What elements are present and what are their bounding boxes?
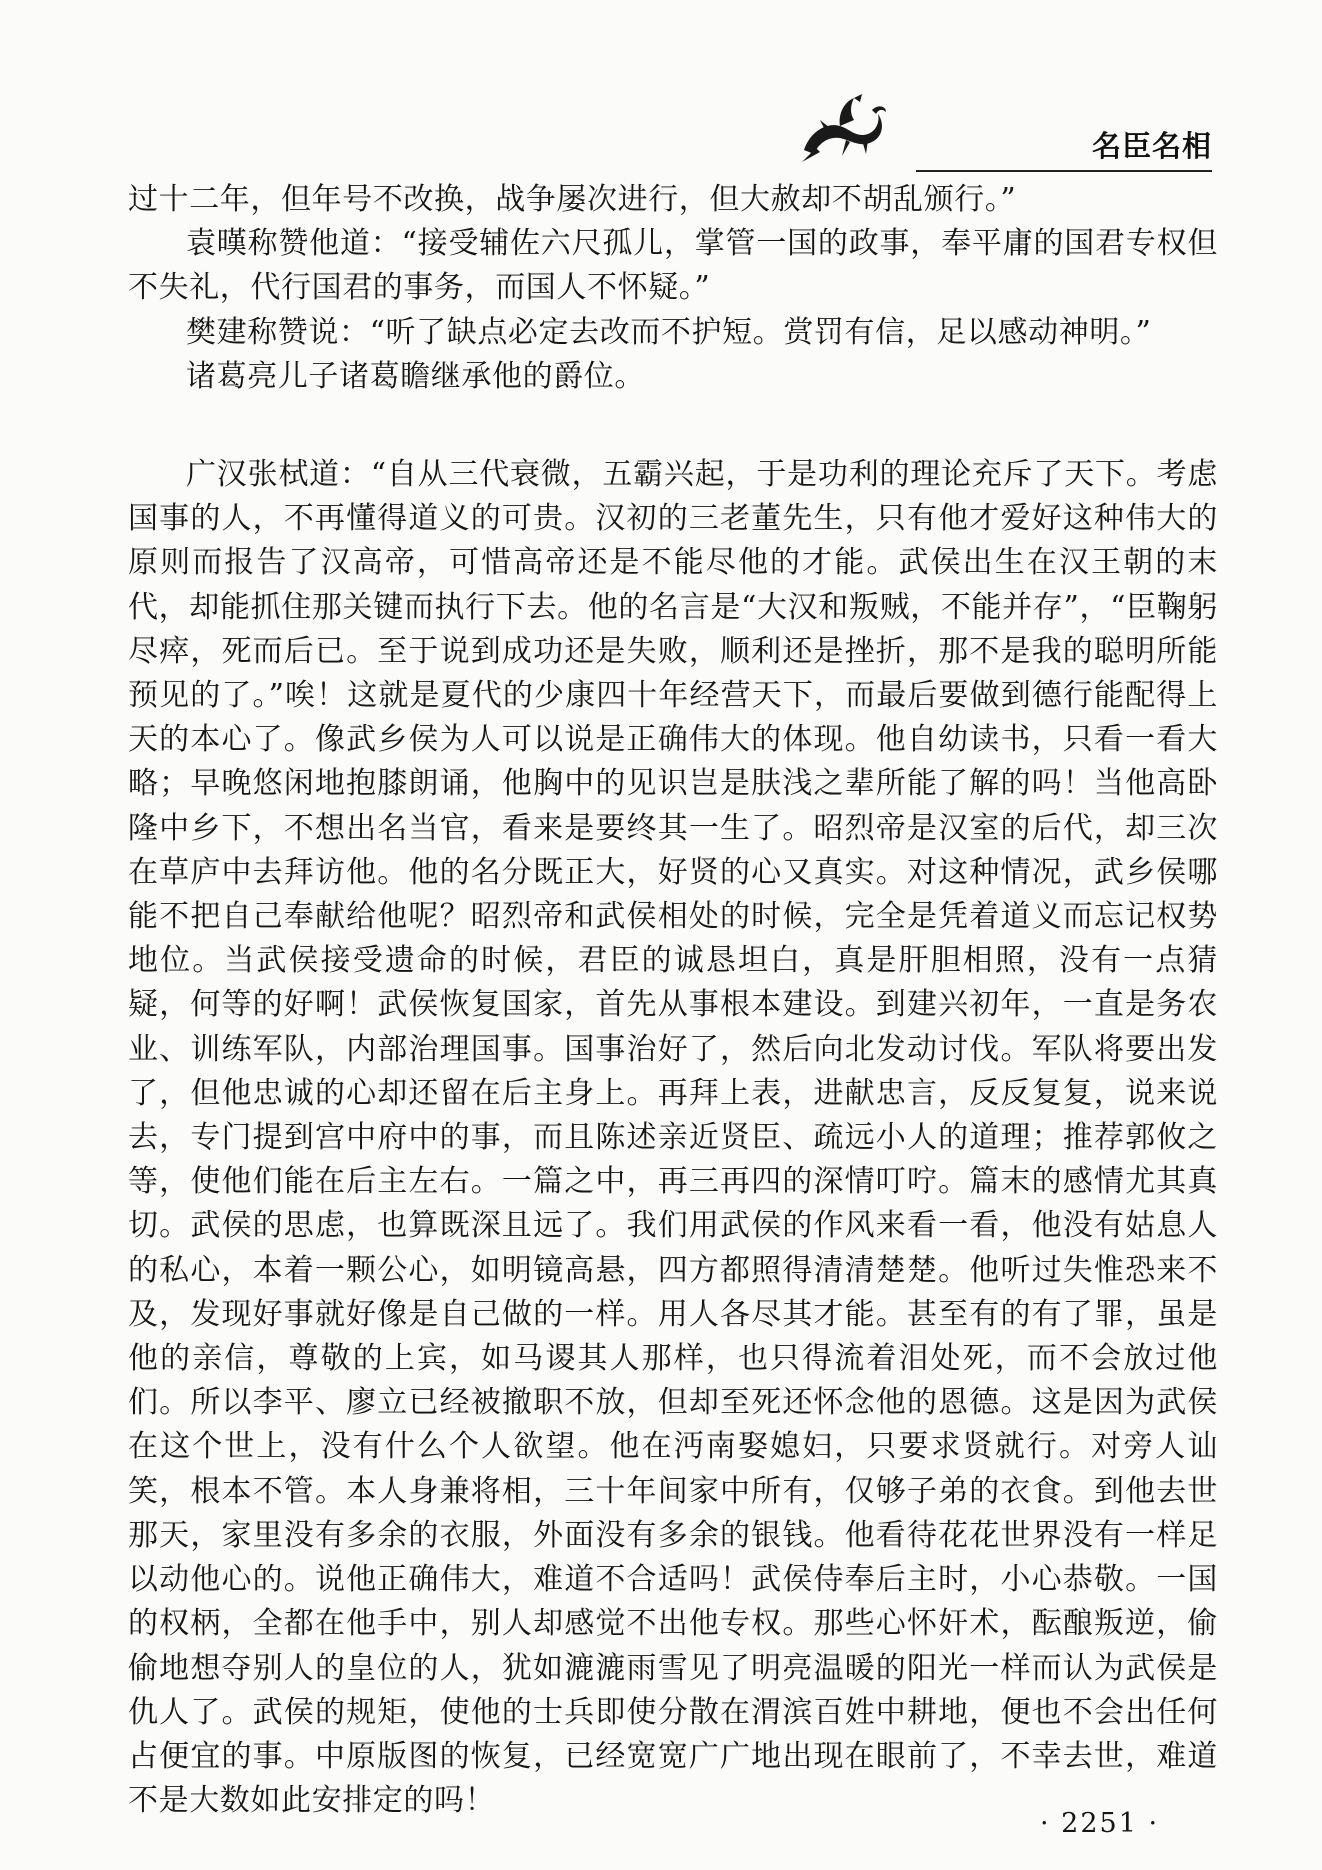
paragraph-yuan-zhun: 袁暵称赞他道：“接受辅佐六尺孤儿，掌管一国的政事，奉平庸的国君专权但不失礼，代行国君的事务，而国人不怀疑。” [128, 226, 1218, 306]
paragraph-continuation: 过十二年，但年号不改换，战争屡次进行，但大赦却不胡乱颁行。” [128, 182, 1017, 217]
running-header [790, 92, 1212, 174]
dragon-emblem-icon [796, 92, 888, 170]
page-number: · 2251 · [1040, 1808, 1160, 1839]
body-text [128, 178, 1218, 1823]
header-rule [916, 170, 1212, 172]
paragraph-zhang-shi: 广汉张栻道：“自从三代衰微，五霸兴起，于是功利的理论充斥了天下。考虑国事的人，不再懂得道义的可贵。汉初的三老董先生，只有他才爱好这种伟大的原则而报告了汉高帝，可惜高帝还是不能尽他的才能。武侯出生在汉王朝的末代，却能抓住那关键而执行下去。他的名言是“大汉和叛贼，不能并存”，“臣鞠躬尽瘁，死而后已。至于说到成功还是失败，顺利还是挫折，那不是我的聪明所能预见的了。”唉！这就是夏代的少康四十年经营天下，而最后要做到德行能配得上天的本心了。像武乡侯为人可以说是正确伟大的体现。他自幼读书，只看一看大略；早晚悠闲地抱膝朗诵，他胸中的见识岂是肤浅之辈所能了解的吗！当他高卧隆中乡下，不想出名当官，看来是要终其一生了。昭烈帝是汉室的后代，却三次在草庐中去拜访他。他的名分既正大，好贤的心又真实。对这种情况，武乡侯哪能不把自己奉献给他呢？昭烈帝和武侯相处的时候，完全是凭着道义而忘记权势地位。当武侯接受遗命的时候，君臣的诚恳坦白，真是肝胆相照，没有一点猜疑，何等的好啊！武侯恢复国家，首先从事根本建设。到建兴初年，一直是务农业、训练军队，内部治理国事。国事治好了，然后向北发动讨伐。军队将要出发了，但他忠诚的心却还留在后主身上。再拜上表，进献忠言，反反复复，说来说去，专门提到宫中府中的事，而且陈述亲近贤臣、疏远小人的道理；推荐郭攸之等，使他们能在后主左右。一篇之中，再三再四的深情叮咛。篇末的感情尤其真切。武侯的思虑，也算既深且远了。我们用武侯的作风来看一看，他没有姑息人的私心，本着一颗公心，如明镜高悬，四方都照得清清楚楚。他听过失惟恐来不及，发现好事就好像是自己做的一样。用人各尽其才能。甚至有的有了罪，虽是他的亲信，尊敬的上宾，如马谡其人那样，也只得流着泪处死，而不会放过他们。所以李平、廖立已经被撤职不放，但却至死还怀念他的恩德。这是因为武侯在这个世上，没有什么个人欲望。他在沔南娶媳妇，只要求贤就行。对旁人讪笑，根本不管。本人身兼将相，三十年间家中所有，仅够子弟的衣食。到他去世那天，家里没有多余的衣服，外面没有多余的银钱。他看待花花世界没有一样足以动他心的。说他正确伟大，难道不合适吗！武侯侍奉后主时，小心恭敬。一国的权柄，全都在他手中，别人却感觉不出他专权。那些心怀奸术，酝酿叛逆，偷偷地想夺别人的皇位的人，犹如漉漉雨雪见了明亮温暖的阳光一样而认为武侯是仇人了。武侯的规矩，使他的士兵即使分散在渭滨百姓中耕地，便也不会出任何占便宜的事。中原版图的恢复，已经宽宽广广地出现在眼前了，不幸去世，难道不是大数如此安排定的吗！ [128, 457, 1218, 1819]
paragraph-gap [128, 399, 1218, 453]
paragraph-fan-jian: 樊建称赞说：“听了缺点必定去改而不护短。赏罚有信，足以感动神明。” [186, 314, 1152, 350]
paragraph-zhuge-zhan: 诸葛亮儿子诸葛瞻继承他的爵位。 [186, 358, 645, 394]
section-title: 名臣名相 [1091, 129, 1212, 163]
